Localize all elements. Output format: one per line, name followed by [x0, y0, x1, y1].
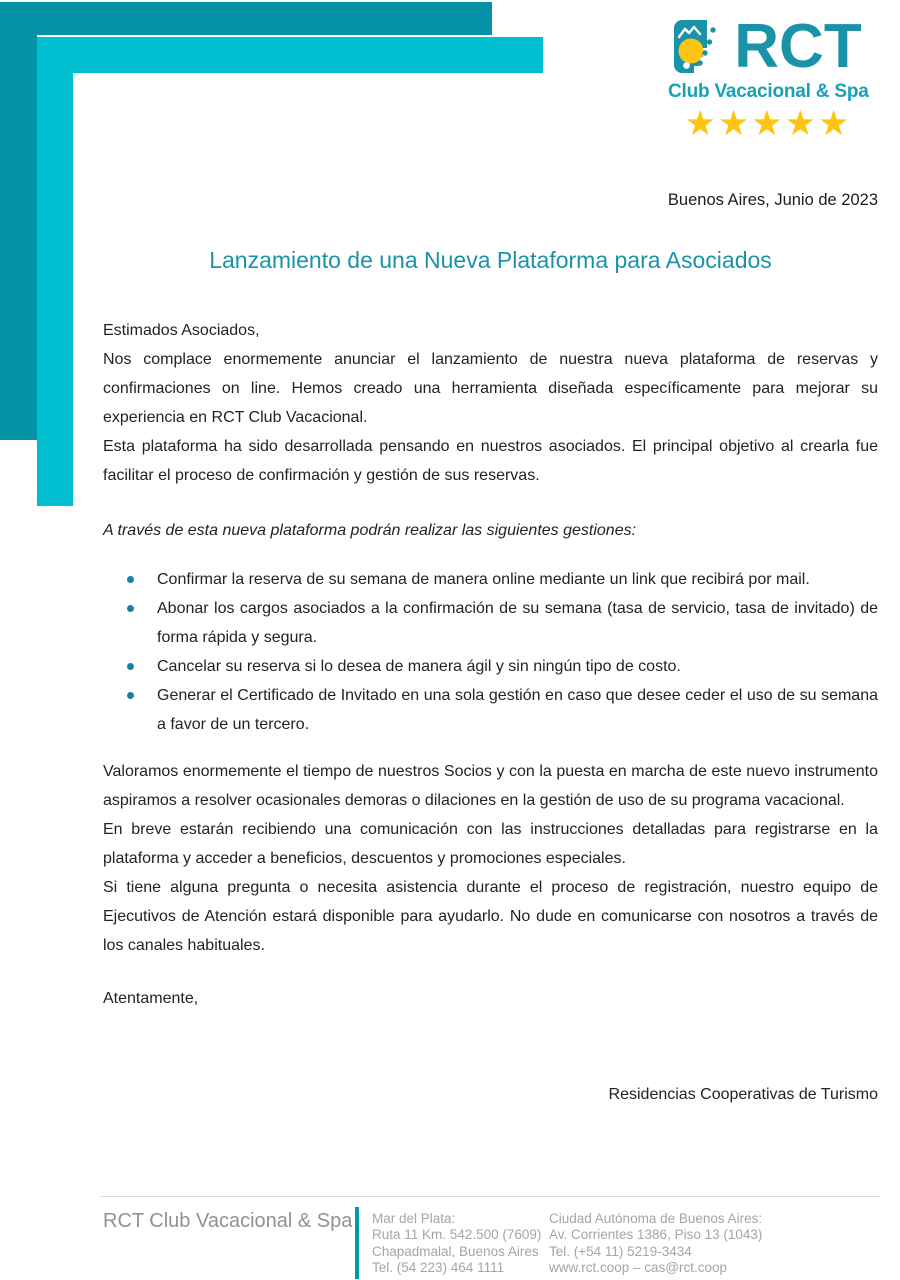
rct-logo: [668, 12, 869, 143]
paragraph-closing-1: Valoramos enormemente el tiempo de nuestros Socios y con la puesta en marcha de este nuevo instrumento aspiramos a resolver ocasionales demoras o dilaciones en la gestión de uso de su programa vacacional.: [103, 763, 878, 809]
footer-address-line: Av. Corrientes 1386, Piso 13 (1043): [549, 1227, 763, 1243]
decor-dark-teal-vertical-bar: [0, 2, 37, 440]
decor-cyan-horizontal-bar: [37, 37, 543, 73]
footer-address-mar-del-plata: [372, 1211, 541, 1277]
paragraph-intro-1: Nos complace enormemente anunciar el lanzamiento de nuestra nueva plataforma de reservas y confirmaciones on line. Hemos creado una herramienta diseñada específicamente para mejorar su experiencia en RCT Club Vacacional.: [103, 351, 878, 426]
bullet-dot-icon: [127, 576, 134, 583]
list-item-text: Cancelar su reserva si lo desea de manera ágil y sin ningún tipo de costo.: [157, 658, 681, 675]
footer-address-buenos-aires: [549, 1211, 762, 1277]
footer-address-line: www.rct.coop – cas@rct.coop: [549, 1260, 728, 1276]
bullet-dot-icon: [127, 692, 134, 699]
list-item-text: Confirmar la reserva de su semana de manera online mediante un link que recibirá por mail.: [157, 571, 810, 588]
footer-address-line: Mar del Plata:: [372, 1211, 456, 1226]
list-item: [103, 681, 878, 739]
footer-divider-line: [100, 1196, 880, 1197]
signature-line: Residencias Cooperativas de Turismo: [608, 1086, 878, 1103]
rct-logo-row: [668, 12, 868, 81]
rct-mountain-sun-icon: [674, 20, 723, 73]
paragraph-closing-2: En breve estarán recibiendo una comunicación con las instrucciones detalladas para registrarse en la plataforma y acceder a beneficios, descuentos y promociones especiales.: [103, 821, 878, 867]
decor-dark-teal-horizontal-bar: [0, 2, 492, 35]
feature-list: [103, 565, 878, 739]
list-item: [103, 594, 878, 652]
rct-logo-subtitle: Club Vacacional & Spa: [668, 81, 869, 102]
footer-teal-accent-bar: [355, 1207, 359, 1279]
paragraph-intro-2: Esta plataforma ha sido desarrollada pensando en nuestros asociados. El principal objetivo al crearla fue facilitar el proceso de confirmación y gestión de sus reservas.: [103, 438, 878, 484]
footer-address-line: Chapadmalal, Buenos Aires: [372, 1243, 539, 1259]
signoff: Atentamente,: [103, 990, 199, 1007]
letter-title: Lanzamiento de una Nueva Plataforma para Asociados: [209, 247, 772, 273]
list-item: [103, 652, 878, 681]
footer-brand: RCT Club Vacacional & Spa: [103, 1210, 353, 1232]
letter-date: Buenos Aires, Junio de 2023: [667, 191, 878, 209]
five-stars-icon: ★★★★★: [684, 104, 852, 143]
footer-address-line: Tel. (54 223) 464 1111: [372, 1260, 505, 1276]
list-item: [103, 565, 878, 594]
footer-address-line: Tel. (+54 11) 5219-3434: [549, 1243, 692, 1259]
list-item-text: Abonar los cargos asociados a la confirmación de su semana (tasa de servicio, tasa de invitado) de forma rápida y segura.: [157, 600, 878, 646]
footer-address-line: Ciudad Autónoma de Buenos Aires:: [549, 1211, 763, 1226]
list-intro: A través de esta nueva plataforma podrán realizar las siguientes gestiones:: [103, 522, 637, 539]
decor-cyan-vertical-bar: [37, 37, 73, 506]
rct-brand-text: RCT: [734, 12, 862, 81]
bullet-dot-icon: [127, 663, 134, 670]
list-item-text: Generar el Certificado de Invitado en una sola gestión en caso que desee ceder el uso de su semana a favor de un tercero.: [157, 687, 878, 733]
salutation: Estimados Asociados,: [103, 322, 260, 339]
footer-address-line: Ruta 11 Km. 542.500 (7609): [372, 1227, 542, 1243]
bullet-dot-icon: [127, 605, 134, 612]
paragraph-closing-3: Si tiene alguna pregunta o necesita asistencia durante el proceso de registración, nuestro equipo de Ejecutivos de Atención estará disponible para ayudarlo. No dude en comunicarse con nosotros a través de los canales habituales.: [103, 879, 878, 954]
letter-body: [103, 316, 878, 1109]
